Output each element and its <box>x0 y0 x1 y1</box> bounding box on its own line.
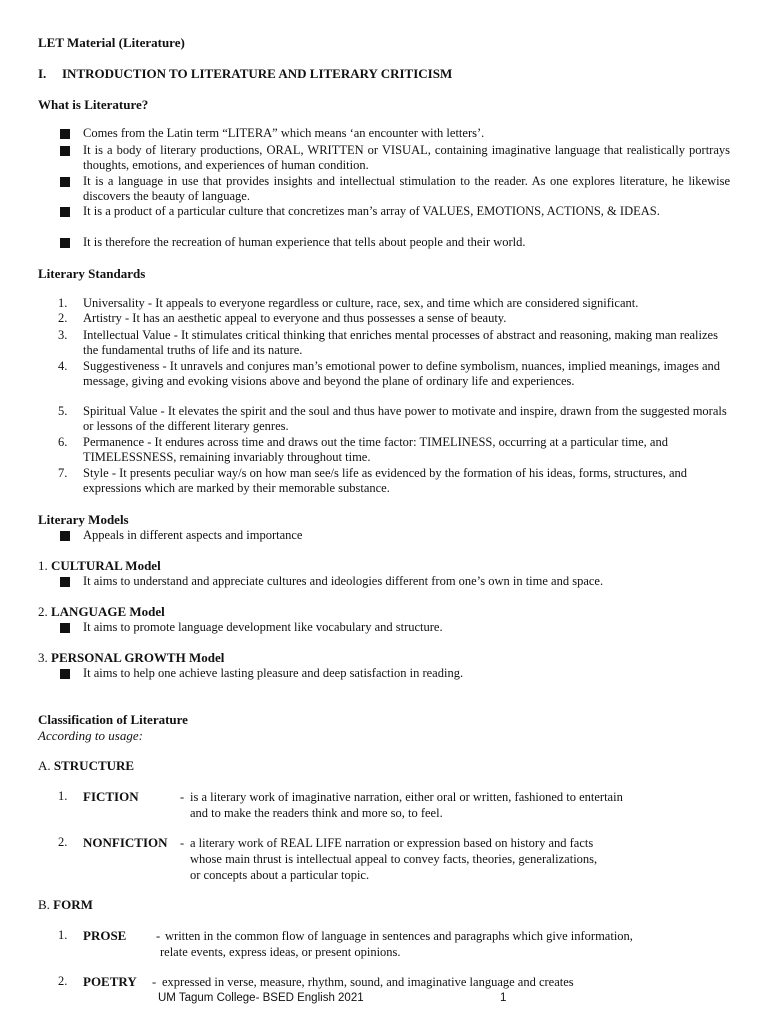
square-bullet-icon <box>60 577 70 587</box>
definition-line: whose main thrust is intellectual appeal to convey facts, theories, generalizations, <box>190 852 598 866</box>
list-item: Comes from the Latin term “LITERA” which means ‘an encounter with letters’. <box>83 126 485 140</box>
term-dash: - <box>180 836 185 850</box>
classification-heading: Classification of Literature <box>38 712 188 727</box>
square-bullet-icon <box>60 531 70 541</box>
structure-heading: A. STRUCTURE <box>38 758 135 773</box>
square-bullet-icon <box>60 146 70 156</box>
list-item: Spiritual Value - It elevates the spirit and the soul and thus have power to motivate and inspire, drawn from the suggested morals or lessons of the different literary genres. <box>83 404 727 433</box>
square-bullet-icon <box>60 129 70 139</box>
list-item: It is a language in use that provides insights and intellectual stimulation to the reader. As one explores literature, he likewise discovers the beauty of language. <box>83 174 730 203</box>
literary-models-heading: Literary Models <box>38 512 129 527</box>
definition-line: is a literary work of imaginative narration, either oral or written, fashioned to entertain <box>190 790 623 804</box>
list-item: Suggestiveness - It unravels and conjures man’s emotional power to define symbolism, nuances, implied meanings, images and message, giving and evoking visions above and beyond the plane of ordinary life and experiences. <box>83 359 721 388</box>
definition-line: a literary work of REAL LIFE narration or expression based on history and facts <box>190 836 594 850</box>
definition-line: expressed in verse, measure, rhythm, sound, and imaginative language and creates <box>162 975 574 989</box>
literary-standards-heading: Literary Standards <box>38 266 146 281</box>
what-is-literature-heading: What is Literature? <box>38 97 149 112</box>
term-prose: PROSE <box>83 928 127 943</box>
square-bullet-icon <box>60 177 70 187</box>
term-fiction: FICTION <box>83 789 139 804</box>
list-number: 6. <box>58 435 68 449</box>
list-number: 4. <box>58 359 68 373</box>
list-item: Permanence - It endures across time and draws out the time factor: TIMELINESS, occurring at a particular time, and TIMELESSNESS, remaining invariably throughout time. <box>83 435 668 464</box>
section-number: I. <box>38 66 47 81</box>
list-number: 5. <box>58 404 68 418</box>
term-nonfiction: NONFICTION <box>83 835 168 850</box>
square-bullet-icon <box>60 238 70 248</box>
term-dash: - <box>152 975 157 989</box>
list-number: 2. <box>58 835 68 849</box>
form-heading: B. FORM <box>38 897 93 912</box>
page-number: 1 <box>500 992 507 1004</box>
list-item: It is a body of literary productions, ORAL, WRITTEN or VISUAL, containing imaginative language that realistically portrays thoughts, emotions, and experiences of human condition. <box>83 143 730 172</box>
list-item: It aims to understand and appreciate cultures and ideologies different from one’s own in time and space. <box>83 574 604 588</box>
list-item: It aims to help one achieve lasting pleasure and deep satisfaction in reading. <box>83 666 464 680</box>
list-item: Style - It presents peculiar way/s on how man see/s life as evidenced by the formation of his ideas, forms, structures, and expressions which are marked by their memorable substance. <box>83 466 688 495</box>
model-heading-cultural: 1. CULTURAL Model <box>38 558 161 573</box>
list-number: 3. <box>58 328 68 342</box>
list-item: It aims to promote language development like vocabulary and structure. <box>83 620 443 634</box>
term-dash: - <box>180 790 185 804</box>
list-number: 2. <box>58 311 68 325</box>
list-number: 1. <box>58 789 68 803</box>
list-item: It is a product of a particular culture that concretizes man’s array of VALUES, EMOTIONS, ACTIONS, & IDEAS. <box>83 204 660 218</box>
list-number: 1. <box>58 296 68 310</box>
definition-line: or concepts about a particular topic. <box>190 868 370 882</box>
document-title: LET Material (Literature) <box>38 35 185 50</box>
definition-line: and to make the readers think and more so, to feel. <box>190 806 443 820</box>
list-number: 7. <box>58 466 68 480</box>
list-item: Universality - It appeals to everyone regardless or culture, race, sex, and time which are considered significant. <box>83 296 639 310</box>
square-bullet-icon <box>60 623 70 633</box>
square-bullet-icon <box>60 669 70 679</box>
list-number: 1. <box>58 928 68 942</box>
square-bullet-icon <box>60 207 70 217</box>
list-item: Artistry - It has an aesthetic appeal to everyone and thus possesses a sense of beauty. <box>83 311 507 325</box>
definition-line: relate events, express ideas, or present opinions. <box>160 945 401 959</box>
term-poetry: POETRY <box>83 974 137 989</box>
term-dash: - <box>156 929 161 943</box>
definition-line: written in the common flow of language in sentences and paragraphs which give information, <box>165 929 633 943</box>
list-number: 2. <box>58 974 68 988</box>
model-heading-language: 2. LANGUAGE Model <box>38 604 165 619</box>
list-item: It is therefore the recreation of human experience that tells about people and their world. <box>83 235 526 249</box>
section-title: INTRODUCTION TO LITERATURE AND LITERARY CRITICISM <box>62 66 453 81</box>
list-item: Intellectual Value - It stimulates critical thinking that enriches mental processes of abstract and reasoning, making man realizes the fundamental truths of life and its nature. <box>83 328 718 357</box>
list-item: Appeals in different aspects and importance <box>83 528 303 542</box>
model-heading-personal-growth: 3. PERSONAL GROWTH Model <box>38 650 225 665</box>
classification-subheading: According to usage: <box>38 728 143 743</box>
footer-text: UM Tagum College- BSED English 2021 <box>158 992 364 1004</box>
